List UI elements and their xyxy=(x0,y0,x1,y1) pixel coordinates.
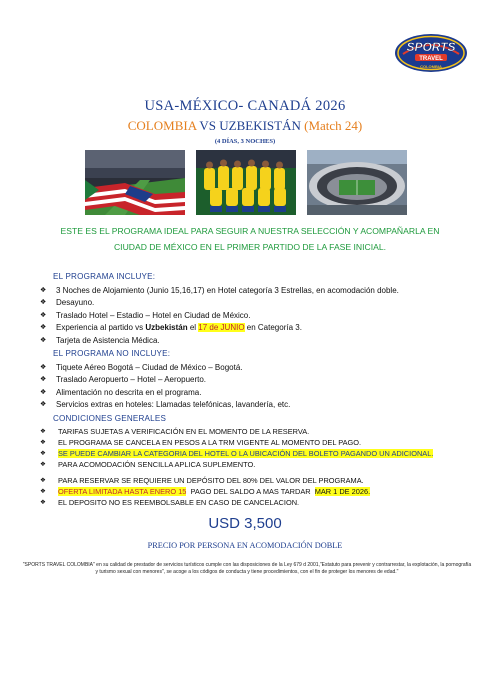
bullet-icon: ❖ xyxy=(40,364,47,371)
logo-line2: TRAVEL xyxy=(419,56,443,62)
list-item: ❖ TARIFAS SUJETAS A VERIFICACIÓN EN EL MOMENTO DE LA RESERVA. xyxy=(40,427,310,436)
bullet-icon: ❖ xyxy=(40,287,47,294)
conditions-list-1 xyxy=(36,426,433,470)
list-item: ❖ Desayuno. xyxy=(40,297,399,309)
list-item: ❖ Tiquete Aéreo Bogotá – Ciudad de México – Bogotá. xyxy=(40,362,290,374)
list-item: ❖ EL DEPOSITO NO ES REEMBOLSABLE EN CASO DE CANCELACION. xyxy=(40,498,300,507)
list-item: ❖ 3 Noches de Alojamiento (Junio 15,16,17) en Hotel categoría 3 Estrellas, en acomodación doble. xyxy=(40,285,399,297)
legal-disclaimer: "SPORTS TRAVEL COLOMBIA" en su calidad de prestador de servicios turísticos cumple con las disposiciones de la Ley 679 d 2001,"Estatuto para prevenir y contrarrestar, la explotación, la pornografía y turismo sexual con menores", se acoge a los códigos de conducta y tiene procedimientos, con el fin de proteger los menores de edad." xyxy=(22,562,472,575)
bullet-icon: ❖ xyxy=(40,450,46,457)
price-note: PRECIO POR PERSONA EN ACOMODACIÓN DOBLE xyxy=(147,541,343,550)
includes-list xyxy=(40,285,399,347)
list-item xyxy=(36,448,433,459)
price-value: USD 3,500 xyxy=(208,515,282,532)
list-item: ❖ OFERTA LIMITADA HASTA ENERO 15 PAGO DEL SALDO A MAS TARDAR MAR 1 DE 2026. xyxy=(40,487,371,496)
hotel-change-highlight: SE PUEDE CAMBIAR LA CATEGORIA DEL HOTEL O LA UBICACIÓN DEL BOLETO PAGANDO UN ADICIONAL. xyxy=(58,449,434,458)
team2-label: UZBEKISTÁN xyxy=(219,118,301,133)
list-item: ❖ Traslado Aeropuerto – Hotel – Aeropuerto. xyxy=(40,374,290,386)
bullet-icon: ❖ xyxy=(40,336,47,344)
intro-text: ESTE ES EL PROGRAMA IDEAL PARA SEGUIR A NUESTRA SELECCIÓN Y ACOMPAÑARLA EN CIUDAD DE MÉXICO EN EL PRIMER PARTIDO DE LA FASE INICIAL. xyxy=(60,226,440,252)
bullet-icon: ❖ xyxy=(40,477,46,484)
azteca-stadium-photo xyxy=(307,150,407,215)
match-date-highlight: 17 de JUNIO xyxy=(198,323,245,333)
stadium-flags-photo xyxy=(85,150,185,215)
bullet-icon: ❖ xyxy=(40,324,47,332)
bullet-icon: ❖ xyxy=(40,439,46,446)
bullet-icon: ❖ xyxy=(40,461,46,468)
bullet-icon: ❖ xyxy=(40,428,46,435)
bullet-icon: ❖ xyxy=(40,311,47,319)
list-item: ❖ Tarjeta de Asistencia Médica. xyxy=(40,335,399,347)
bullet-icon: ❖ xyxy=(40,401,47,409)
logo-line1: SPORTS xyxy=(406,40,456,54)
excludes-heading: EL PROGRAMA NO INCLUYE: xyxy=(53,349,171,358)
match-number: (Match 24) xyxy=(304,118,363,133)
list-item: ❖ EL PROGRAMA SE CANCELA EN PESOS A LA TRM VIGENTE AL MOMENTO DEL PAGO. xyxy=(40,438,362,447)
includes-heading: EL PROGRAMA INCLUYE: xyxy=(53,272,156,281)
offer-highlight: OFERTA LIMITADA HASTA ENERO 15 xyxy=(58,487,187,496)
logo-line3: COLOMBIA xyxy=(420,64,442,69)
bullet-icon: ❖ xyxy=(40,376,47,384)
excludes-list xyxy=(40,362,290,412)
list-item: ❖ PARA ACOMODACIÓN SENCILLA APLICA SUPLEMENTO. xyxy=(40,460,256,469)
colombia-team-photo xyxy=(196,150,296,215)
list-item: ❖ Experiencia al partido vs Uzbekistán el 17 de JUNIO en Categoría 3. xyxy=(40,322,399,334)
list-item: ❖ Alimentación no descrita en el programa. xyxy=(40,387,290,399)
bullet-icon: ❖ xyxy=(40,499,46,506)
list-item: ❖ Servicios extras en hoteles: Llamadas telefónicas, lavandería, etc. xyxy=(40,399,290,411)
deadline-highlight: MAR 1 DE 2026. xyxy=(314,487,371,496)
list-item: ❖ PARA RESERVAR SE REQUIERE UN DEPÓSITO DEL 80% DEL VALOR DEL PROGRAMA. xyxy=(40,476,364,485)
conditions-list-2 xyxy=(36,475,370,508)
match-title xyxy=(0,118,490,134)
duration-label: (4 DÍAS, 3 NOCHES) xyxy=(214,138,276,145)
sports-travel-logo xyxy=(393,30,469,74)
bullet-icon: ❖ xyxy=(40,299,47,307)
bullet-icon: ❖ xyxy=(40,488,46,495)
bullet-icon: ❖ xyxy=(40,388,47,396)
conditions-heading: CONDICIONES GENERALES xyxy=(53,414,167,423)
event-title: USA-MÉXICO- CANADÁ 2026 xyxy=(144,98,346,114)
list-item: ❖ Traslado Hotel – Estadio – Hotel en Ciudad de México. xyxy=(40,310,399,322)
team1-label: COLOMBIA xyxy=(127,118,197,133)
vs-label: VS xyxy=(199,118,217,133)
